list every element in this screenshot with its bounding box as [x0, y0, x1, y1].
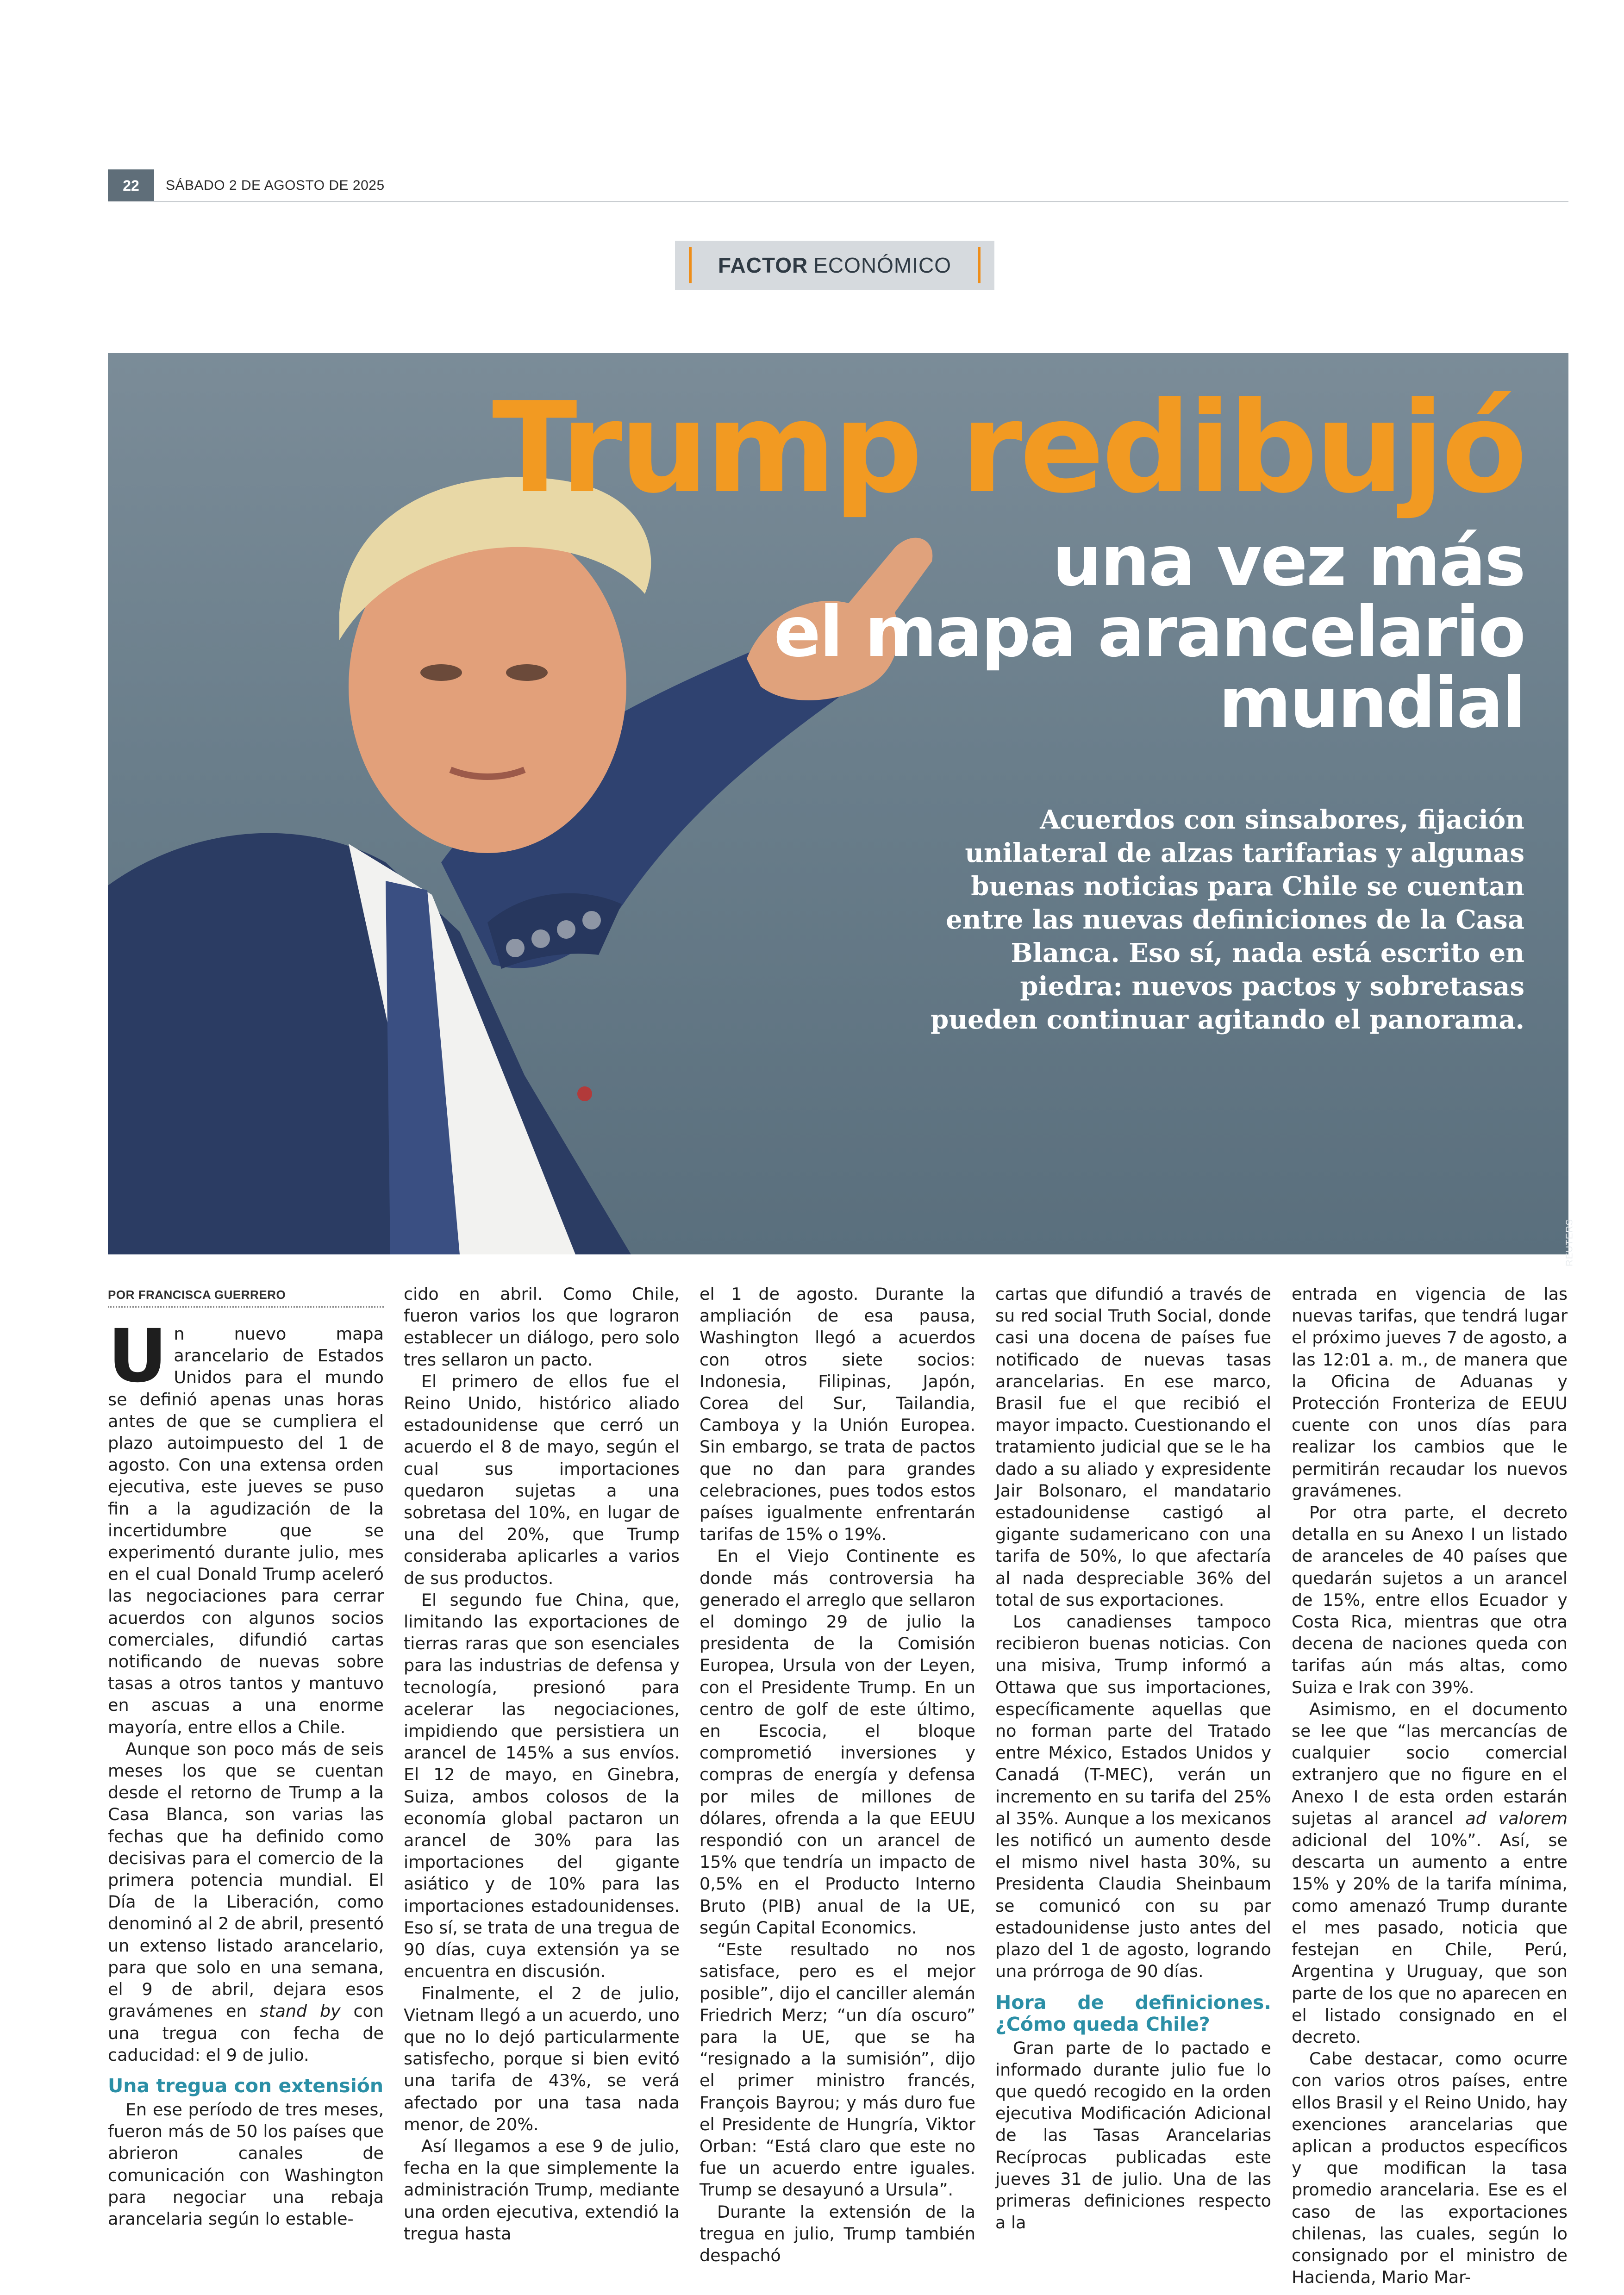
paragraph: El segundo fue China, que, limitando las exportaciones de tierras raras que son esenciales para las industrias de defensa y tecnología, presionó para acelerar las negociaciones, impidiendo que persistiera un arancel de 145% a sus envíos. El 12 de mayo, en Ginebra, Suiza, ambos colosos de la economía global pactaron un arancel de 30% para las importaciones del gigante asiático y de 10% para las importaciones estadounidenses. Eso sí, se trata de una tregua de 90 días, cuya extensión ya se encuentra en discusión. [404, 1590, 680, 1982]
article-column-1 [108, 1314, 384, 2230]
section-tag-bold: FACTOR [718, 253, 808, 277]
paragraph: cartas que difundió a través de su red social Truth Social, donde casi una docena de países fue notificado de nuevas tasas arancelarias. En ese marco, Brasil fue el que recibió el mayor impacto. Cuestionando el tratamiento judicial que se le ha dado a su aliado y expresidente Jair Bolsonaro, el mandatario estadounidense castigó al gigante sudamericano con una tarifa de 50%, lo que afectaría al nada despreciable 36% del total de sus exportaciones. [995, 1284, 1271, 1610]
paragraph [1292, 1698, 1568, 2048]
headline-line-3: el mapa arancelario [774, 592, 1524, 673]
italic-term: ad valorem [1465, 1808, 1568, 1828]
byline-divider [108, 1306, 384, 1308]
paragraph-text: Aunque son poco más de seis meses los que se cuentan desde el retorno de Trump a la Casa Blanca, son varias las fechas que ha definido como decisivas para el comercio de la primera potencia mundial. El Día de la Liberación, como denominó al 2 de abril, presentó un extenso listado arancelario, para que solo en una semana, el 9 de abril, dejara esos gravámenes en [108, 1739, 384, 2021]
paragraph: En el Viejo Continente es donde más controversia ha generado el arreglo que sellaron el domingo 29 de julio la presidenta de la Comisión Europea, Ursula von der Leyen, con el Presidente Trump. En un centro de golf de este último, en Escocia, el bloque comprometió inversiones y compras de energía y defensa por miles de millones de dólares, ofrenda a la que EEUU respondió con un arancel de 15% que tendría un impacto de 0,5% en el Producto Interno Bruto (PIB) anual de la UE, según Capital Economics. [700, 1546, 975, 1938]
paragraph: Gran parte de lo pactado e informado durante julio fue lo que quedó recogido en la orden ejecutiva Modificación Adicional de las Tasas Arancelarias Recíprocas publicadas este jueves 31 de julio. Una de las primeras definiciones respecto a la [995, 2038, 1271, 2233]
headline-line-2: una vez más [1052, 521, 1524, 602]
paragraph: Durante la extensión de la tregua en julio, Trump también despachó [700, 2201, 975, 2265]
paragraph: En ese período de tres meses, fueron más de 50 los países que abrieron canales de comunicación con Washington para negociar una rebaja arancelaria según lo estable- [108, 2099, 384, 2229]
subheading: Una tregua con extensión [108, 2074, 384, 2097]
section-tag-left-bar [689, 247, 692, 283]
article-column-3 [700, 1283, 975, 2266]
dropcap: U [108, 1314, 168, 1399]
section-tag-rest: ECONÓMICO [813, 253, 952, 277]
header-divider [108, 201, 1568, 202]
paragraph: cido en abril. Como Chile, fueron varios los que lograron establecer un diálogo, pero solo tres sellaron un pacto. [404, 1284, 680, 1370]
paragraph: Cabe destacar, como ocurre con varios otros países, entre ellos Brasil y el Reino Unido, hay exenciones arancelarias que aplican a productos específicos y que modifican la tasa promedio arancelaria. Ese es el caso de las exportaciones chilenas, las cuales, según lo consignado por el ministro de Hacienda, Mario Mar- [1292, 2049, 1568, 2288]
byline: POR FRANCISCA GUERRERO [108, 1288, 286, 1302]
paragraph: El primero de ellos fue el Reino Unido, histórico aliado estadounidense que cerró un acuerdo el 8 de mayo, según el cual sus importaciones quedaron sujetas a una sobretasa del 10%, en lugar de una del 20%, que Trump consideraba aplicarles a varios de sus productos. [404, 1371, 680, 1588]
paragraph [108, 1314, 384, 1738]
section-tag-right-bar [978, 247, 981, 283]
paragraph: entrada en vigencia de las nuevas tarifas, que tendrá lugar el próximo jueves 7 de agosto, a las 12:01 a. m., de manera que la Oficina de Aduanas y Protección Fronteriza de EEUU cuente con unos días para realizar los cambios que le permitirán recaudar los nuevos gravámenes. [1292, 1284, 1568, 1501]
paragraph: Por otra parte, el decreto detalla en su Anexo I un listado de aranceles de 40 países que quedarán sujetos a un arancel de 15%, entre ellos Ecuador y Costa Rica, mientras que otra decena de naciones queda con tarifas aún más altas, como Suiza e Irak con 39%. [1292, 1503, 1568, 1697]
subheading: Hora de definiciones. ¿Cómo queda Chile? [995, 1991, 1271, 2035]
paragraph: el 1 de agosto. Durante la ampliación de esa pausa, Washington llegó a acuerdos con otros siete socios: Indonesia, Filipinas, Japón, Corea del Sur, Tailandia, Camboya y la Unión Europea. Sin embargo, se trata de pactos que no dan para grandes celebraciones, pues todos estos países igualmente enfrentarán tarifas de 15% o 19%. [700, 1284, 975, 1545]
article-column-4 [995, 1283, 1271, 2233]
paragraph-text: Asimismo, en el documento se lee que “las mercancías de cualquier socio comercial extranjero que no figure en el Anexo I de esta orden estarán sujetas al arancel [1292, 1699, 1568, 1828]
article-column-5 [1292, 1283, 1568, 2288]
headline [492, 375, 1524, 743]
paragraph: Así llegamos a ese 9 de julio, fecha en la que simplemente la administración Trump, mediante una orden ejecutiva, extendió la tregua hasta [404, 2136, 680, 2244]
headline-line-1: Trump redibujó [492, 375, 1524, 521]
paragraph-text: con una tregua con fecha de caducidad: el 9 de julio. [108, 2001, 384, 2065]
headline-line-4: mundial [1218, 663, 1524, 743]
paragraph: “Este resultado no nos satisface, pero es el mejor posible”, dijo el canciller alemán Friedrich Merz; “un día oscuro” para la UE, que se ha “resignado a la sumisión”, dijo el primer ministro francés, François Bayrou; y más duro fue el Presidente de Hungría, Viktor Orban: “Está claro que este no fue un acuerdo entre iguales. Trump se desayunó a Ursula”. [700, 1940, 975, 2200]
standfirst: Acuerdos con sinsabores, fijación unilateral de alzas tarifarias y algunas buenas noticias para Chile se cuentan entre las nuevas definiciones de la Casa Blanca. Eso sí, nada está escrito en piedra: nuevos pactos y sobretasas pueden continuar agitando el panorama. [931, 804, 1524, 1035]
section-tag [675, 241, 994, 290]
photo-credit: REUTERS [1565, 1219, 1575, 1266]
page-number: 22 [108, 169, 154, 202]
paragraph [108, 1738, 384, 2066]
hero-image [108, 353, 1575, 1266]
italic-term: stand by [260, 2001, 341, 2021]
article-column-2 [404, 1283, 680, 2245]
paragraph-text: adicional del 10%”. Así, se descarta un aumento a entre 15% y 20% de la tarifa mínima, como amenazó Trump durante el mes pasado, noticia que festejan en Chile, Perú, Argentina y Uruguay, que son parte de los que no aparecen en el listado consignado en el decreto. [1292, 1830, 1568, 2047]
issue-date: SÁBADO 2 DE AGOSTO DE 2025 [166, 178, 385, 193]
paragraph: Los canadienses tampoco recibieron buenas noticias. Con una misiva, Trump informó a Ottawa que sus importaciones, específicamente aquellas que no forman parte del Tratado entre México, Estados Unidos y Canadá (T-MEC), verán un incremento en su tarifa del 25% al 35%. Aunque a los mexicanos les notificó un aumento desde el mismo nivel hasta 30%, su Presidenta Claudia Sheinbaum se comunicó con su par estadounidense justo antes del plazo del 1 de agosto, logrando una prórroga de 90 días. [995, 1612, 1271, 1982]
paragraph: Finalmente, el 2 de julio, Vietnam llegó a un acuerdo, uno que no lo dejó particularmente satisfecho, porque si bien evitó una tarifa de 43%, se verá afectado por una tasa nada menor, de 20%. [404, 1983, 680, 2134]
paragraph-text: n nuevo mapa arancelario de Estados Unidos para el mundo se definió apenas unas horas antes de que se cumpliera el plazo autoimpuesto del 1 de agosto. Con una extensa orden ejecutiva, este jueves se puso fin a la agudización de la incertidumbre que se experimentó durante julio, mes en el cual Donald Trump aceleró las negociaciones para cerrar acuerdos con algunos socios comerciales, difundió cartas notificando de nuevas sobre tasas a otros tantos y mantuvo en ascuas a una enorme mayoría, entre ellos a Chile. [108, 1324, 384, 1737]
